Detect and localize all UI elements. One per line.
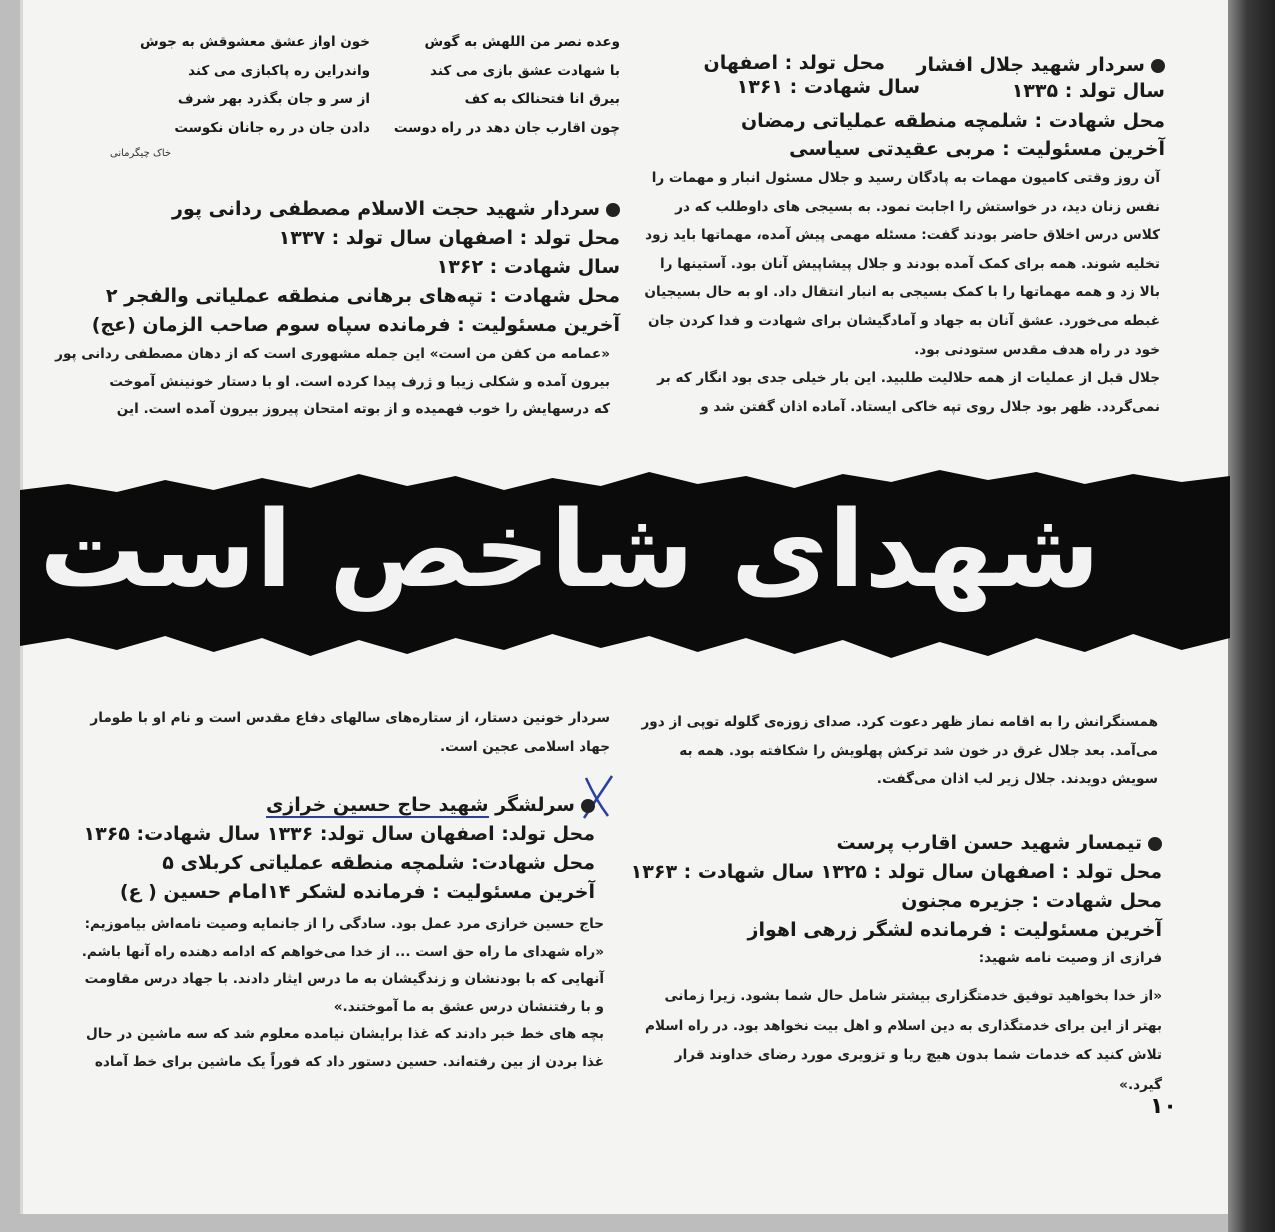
- body-line: بچه های خط خبر دادند که غذا برایشان نیامده معلوم شد که سه ماشین در حال: [86, 1026, 604, 1043]
- poem-right-column: [380, 36, 620, 135]
- radani-section: [91, 198, 620, 336]
- poem-line: دادن جان در ره جانان نکوست: [174, 119, 370, 136]
- page-binding-shadow: [1228, 0, 1275, 1232]
- body-line: نمی‌گردد. ظهر بود جلال روی تپه خاکی ایستاد. آماده اذان گفتن شد و: [700, 398, 1160, 415]
- afshar-last-role: آخرین مسئولیت : مربی عقیدتی سیاسی: [789, 138, 1165, 160]
- body-line: کلاس درس اخلاق حاضر بودند گفت: مسئله مهمی پیش آمده، مهماتها باید زود: [645, 227, 1160, 244]
- bullet-icon: [606, 203, 620, 217]
- kharazi-section: [83, 794, 595, 903]
- body-line: گیرد.»: [1119, 1076, 1162, 1093]
- body-line: همسنگرانش را به اقامه نماز ظهر دعوت کرد. صدای زوزه‌ی گلوله توپی از دور: [641, 714, 1158, 730]
- body-line: خود در راه هدف مقدس ستودنی بود.: [914, 341, 1160, 358]
- kharazi-body: [81, 916, 604, 1070]
- radani-body: [55, 346, 610, 418]
- body-line: آن روز وقتی کامیون مهمات به پادگان رسید و جلال مسئول انبار و مهمات را: [651, 170, 1160, 186]
- body-line: حاج حسین خرازی مرد عمل بود. سادگی را از جانمایه وصیت نامه‌اش بیاموزیم:: [84, 916, 604, 932]
- poem-line: واندراین ره پاکبازی می کند: [188, 62, 370, 79]
- body-line: بالا زد و همه مهماتها را با کمک بسیجی به انبار انتقال داد. او به حال بسیجیان: [644, 284, 1160, 301]
- kharazi-martyr-place: محل شهادت: شلمچه منطقه عملیاتی کربلای ۵: [162, 852, 595, 874]
- body-line: تلاش کنید که خدمات شما بدون هیچ ریا و تزویری مورد رضای خداوند قرار: [674, 1047, 1162, 1064]
- body-line: سردار خونین دستار، از ستاره‌های سالهای دفاع مقدس است و نام او با طومار: [90, 710, 610, 726]
- page-number: ۱۰: [1150, 1094, 1177, 1119]
- poem-line: بیرق انا فتحنالک به کف: [464, 91, 620, 107]
- radani-name: سردار شهید حجت الاسلام مصطفی ردانی پور: [180, 200, 620, 219]
- afshar-martyr-place: محل شهادت : شلمچه منطقه عملیاتی رمضان: [740, 110, 1165, 132]
- body-line: آنهایی که با بودنشان و زندگیشان به ما درس ایثار دادند. با جهاد درس مقاومت: [84, 971, 604, 988]
- radani-last-role: آخرین مسئولیت : فرمانده سپاه سوم صاحب الزمان (عج): [91, 314, 620, 336]
- will-label: فرازی از وصیت نامه شهید:: [978, 950, 1162, 966]
- aqarebparast-body: [645, 988, 1162, 1093]
- aqarebparast-last-role: آخرین مسئولیت : فرمانده لشگر زرهی اهواز: [747, 919, 1162, 941]
- poem-line: چون اقارب جان دهد در راه دوست: [393, 119, 620, 136]
- body-line: می‌آمد. بعد جلال غرق در خون شد ترکش پهلویش را شکافته بود. همه به: [679, 742, 1158, 759]
- body-line: بیرون آمده و شکلی زیبا و ژرف پیدا کرده است. او با دستار خونینش آموخت: [109, 373, 610, 390]
- kharazi-name-underlined: شهید حاج حسین خرازی: [265, 794, 489, 816]
- radani-martyr-place: محل شهادت : تپه‌های برهانی منطقه عملیاتی والفجر ۲: [105, 285, 620, 307]
- body-line: که درسهایش را خوب فهمیده و از بوته امتحان پیروز بیرون آمده است. این: [116, 401, 610, 418]
- banner-title: شهدای شاخص است: [39, 488, 1100, 611]
- afshar-section: [640, 54, 1165, 159]
- aqarebparast-name: تیمسار شهید حسن اقارب پرست: [640, 834, 1162, 853]
- body-line: جلال قبل از عملیات از همه حلالیت طلبید. این بار خیلی جدی بود انگار که بر: [657, 370, 1160, 387]
- kharazi-birth: محل تولد: اصفهان سال تولد: ۱۳۳۶ سال شهادت: ۱۳۶۵: [83, 823, 595, 845]
- kharazi-name: سرلشگر شهید حاج حسین خرازی: [100, 796, 595, 815]
- bullet-icon: [581, 799, 595, 813]
- afshar-name: سردار شهید جلال افشار: [917, 56, 1165, 75]
- poem-line: از سر و جان بگذرد بهر شرف: [177, 91, 370, 107]
- poem-line: خون اواز عشق معشوقش به جوش: [140, 34, 370, 50]
- poem-line: وعده نصر من اللهش به گوش: [424, 34, 620, 50]
- radani-martyr-year: سال شهادت : ۱۳۶۲: [436, 256, 620, 278]
- body-line: «از خدا بخواهید توفیق خدمتگزاری بیشتر شامل حال شما بشود. زیرا زمانی: [664, 988, 1162, 1004]
- afshar-body: [644, 170, 1160, 415]
- radani-birth: محل تولد : اصفهان سال تولد : ۱۳۳۷: [278, 227, 620, 249]
- aqarebparast-section: [630, 832, 1162, 966]
- body-line: نفس زنان دید، در خواستش را اجابت نمود. به بسیجی های داوطلب که در: [675, 198, 1160, 215]
- poem-line: با شهادت عشق بازی می کند: [430, 62, 620, 79]
- body-line: جهاد اسلامی عجین است.: [439, 738, 610, 755]
- radani-body-continued: [90, 710, 610, 755]
- bullet-icon: [1151, 59, 1165, 73]
- kharazi-last-role: آخرین مسئولیت : فرمانده لشکر ۱۴امام حسین ( ع): [119, 881, 595, 903]
- body-line: و با رفتنشان درس عشق به ما آموختند.»: [333, 998, 604, 1015]
- body-line: غبطه می‌خورد. عشق آنان به جهاد و آمادگیشان برای شهادت و فدا کردن جان: [647, 312, 1160, 329]
- poem-signature: خاک چیگرمانی: [110, 148, 172, 159]
- afshar-birthplace: محل تولد : اصفهان: [703, 52, 885, 74]
- afshar-birthyear: سال تولد : ۱۳۳۵: [1011, 80, 1165, 102]
- body-line: سویش دویدند. جلال زیر لب اذان می‌گفت.: [876, 771, 1158, 788]
- body-line: غذا بردن از بین رفته‌اند. حسین دستور داد که فوراً یک ماشین برای خط آماده: [94, 1053, 604, 1070]
- afshar-body-continued: [641, 714, 1158, 788]
- aqarebparast-birth: محل تولد : اصفهان سال تولد : ۱۳۲۵ سال شهادت : ۱۳۶۳: [630, 861, 1162, 883]
- body-line: «راه شهدای ما راه حق است ... از خدا می‌خواهم که ادامه دهنده راه آنها باشم.: [81, 943, 604, 960]
- poem-left-column: [140, 34, 370, 136]
- aqarebparast-martyr-place: محل شهادت : جزیره مجنون: [901, 890, 1162, 912]
- afshar-martyr-year: سال شهادت : ۱۳۶۱: [736, 76, 920, 98]
- body-line: «عمامه من کفن من است» این جمله مشهوری است که از دهان مصطفی ردانی پور: [55, 346, 610, 362]
- bullet-icon: [1148, 837, 1162, 851]
- body-line: تخلیه شوند. همه برای کمک آمده بودند و جلال پیشاپیش آنان بود. آستینها را: [660, 255, 1160, 272]
- body-line: بهتر از این برای خدمتگذاری به دین اسلام و اهل بیت نخواهد بود. در راه اسلام: [645, 1017, 1162, 1034]
